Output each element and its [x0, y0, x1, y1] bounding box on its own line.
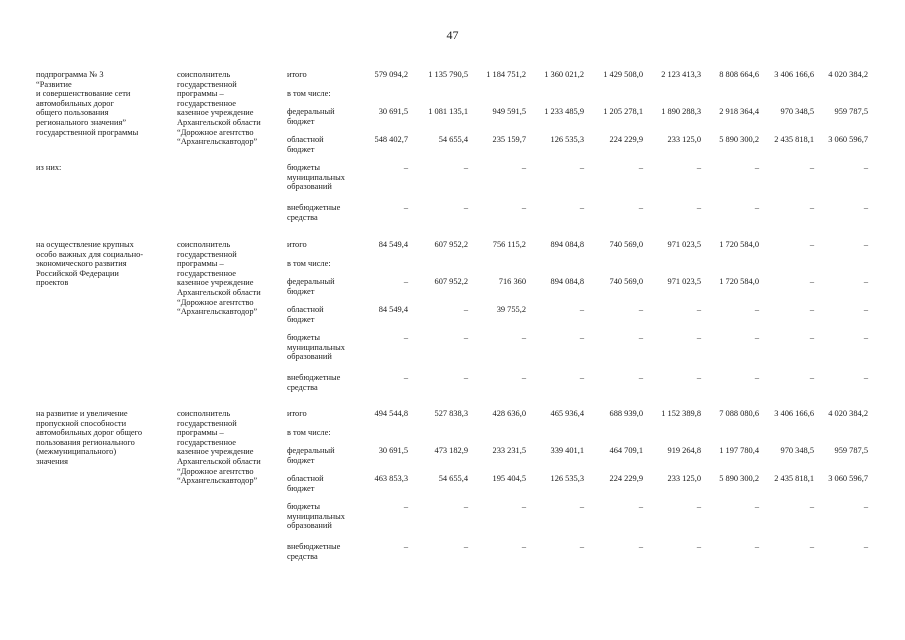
amount-cell: – [638, 373, 643, 382]
funding-source-label: внебюджетные средства [287, 203, 341, 222]
funding-source-label: областной бюджет [287, 305, 324, 324]
amount-cell: 7 088 080,6 [719, 409, 759, 418]
program-title: на развитие и увеличение пропускной способности автомобильных дорог общего пользования регионального (межмуниципального) значения [36, 409, 143, 466]
amount-cell: 716 360 [498, 277, 526, 286]
amount-cell: 195 404,5 [492, 474, 526, 483]
amount-cell: 233 125,0 [667, 474, 701, 483]
amount-cell: 30 691,5 [378, 446, 408, 455]
amount-cell: 39 755,2 [496, 305, 526, 314]
amount-cell: – [463, 333, 468, 342]
amount-cell: – [463, 502, 468, 511]
amount-cell: 1 890 288,3 [661, 107, 701, 116]
funding-source-label: бюджеты муниципальных образований [287, 333, 345, 362]
amount-cell: – [809, 333, 814, 342]
amount-cell: – [696, 502, 701, 511]
amount-cell: – [521, 373, 526, 382]
amount-cell: 3 060 596,7 [828, 474, 868, 483]
amount-cell: – [463, 373, 468, 382]
funding-source-label: внебюджетные средства [287, 373, 341, 392]
program-title: подпрограмма № 3 “Развитие и совершенствование сети автомобильных дорог общего пользования регионального значения” государственной программы [36, 70, 139, 137]
funding-source-label: внебюджетные средства [287, 542, 341, 561]
amount-cell: 4 020 384,2 [828, 70, 868, 79]
amount-cell: 2 435 818,1 [774, 135, 814, 144]
amount-cell: 1 205 278,1 [603, 107, 643, 116]
amount-cell: 2 918 364,4 [719, 107, 759, 116]
amount-cell: – [638, 502, 643, 511]
amount-cell: – [638, 333, 643, 342]
amount-cell: – [579, 203, 584, 212]
amount-cell: 233 231,5 [492, 446, 526, 455]
amount-cell: 1 135 790,5 [428, 70, 468, 79]
amount-cell: – [638, 305, 643, 314]
amount-cell: – [696, 305, 701, 314]
program-title: на осуществление крупных особо важных для социально- экономического развития Российской Федерации проектов [36, 240, 144, 288]
amount-cell: 607 952,2 [434, 277, 468, 286]
amount-cell: – [863, 373, 868, 382]
amount-cell: 607 952,2 [434, 240, 468, 249]
amount-cell: – [696, 163, 701, 172]
amount-cell: – [863, 277, 868, 286]
amount-cell: – [754, 373, 759, 382]
funding-source-label: итого [287, 240, 307, 249]
amount-cell: – [809, 163, 814, 172]
amount-cell: – [809, 203, 814, 212]
amount-cell: 970 348,5 [780, 446, 814, 455]
amount-cell: – [579, 163, 584, 172]
amount-cell: 84 549,4 [378, 305, 408, 314]
amount-cell: – [809, 240, 814, 249]
amount-cell: 494 544,8 [374, 409, 408, 418]
amount-cell: – [403, 502, 408, 511]
amount-cell: – [521, 502, 526, 511]
amount-cell: – [638, 163, 643, 172]
amount-cell: – [579, 305, 584, 314]
amount-cell: 3 406 166,6 [774, 409, 814, 418]
amount-cell: – [403, 333, 408, 342]
amount-cell: 54 655,4 [438, 474, 468, 483]
amount-cell: 30 691,5 [378, 107, 408, 116]
amount-cell: 740 569,0 [609, 277, 643, 286]
amount-cell: 971 023,5 [667, 277, 701, 286]
funding-source-label: в том числе: [287, 259, 331, 268]
amount-cell: 894 084,8 [550, 240, 584, 249]
amount-cell: 463 853,3 [374, 474, 408, 483]
amount-cell: – [463, 163, 468, 172]
amount-cell: – [696, 203, 701, 212]
amount-cell: – [403, 542, 408, 551]
amount-cell: – [638, 203, 643, 212]
amount-cell: – [809, 305, 814, 314]
amount-cell: 1 184 751,2 [486, 70, 526, 79]
amount-cell: – [863, 305, 868, 314]
amount-cell: – [403, 373, 408, 382]
amount-cell: – [863, 502, 868, 511]
program-cell [36, 70, 176, 172]
amount-cell: – [521, 333, 526, 342]
amount-cell: – [579, 333, 584, 342]
funding-source-label: итого [287, 409, 307, 418]
amount-cell: – [463, 203, 468, 212]
amount-cell: 959 787,5 [834, 446, 868, 455]
amount-cell: 579 094,2 [374, 70, 408, 79]
amount-cell: 1 081 135,1 [428, 107, 468, 116]
amount-cell: 959 787,5 [834, 107, 868, 116]
funding-source-label: бюджеты муниципальных образований [287, 502, 345, 531]
funding-source-label: в том числе: [287, 428, 331, 437]
amount-cell: 126 535,3 [550, 474, 584, 483]
amount-cell: – [754, 333, 759, 342]
amount-cell: – [863, 240, 868, 249]
amount-cell: 1 197 780,4 [719, 446, 759, 455]
amount-cell: – [754, 502, 759, 511]
amount-cell: – [521, 542, 526, 551]
amount-cell: – [754, 542, 759, 551]
amount-cell: – [579, 502, 584, 511]
amount-cell: – [809, 542, 814, 551]
amount-cell: 740 569,0 [609, 240, 643, 249]
amount-cell: 84 549,4 [378, 240, 408, 249]
sub-note: из них: [36, 163, 62, 172]
page-number: 47 [446, 28, 459, 42]
amount-cell: 1 152 389,8 [661, 409, 701, 418]
amount-cell: 464 709,1 [609, 446, 643, 455]
funding-source-label: федеральный бюджет [287, 107, 335, 126]
amount-cell: – [754, 203, 759, 212]
amount-cell: – [863, 333, 868, 342]
funding-source-label: областной бюджет [287, 135, 324, 154]
amount-cell: – [696, 542, 701, 551]
amount-cell: – [403, 163, 408, 172]
executor-cell: соисполнитель государственной программы – государственное казенное учреждение Архангельской области “Дорожное агентство “Архангельскавтодор” [177, 409, 261, 486]
amount-cell: – [579, 373, 584, 382]
amount-cell: 235 159,7 [492, 135, 526, 144]
amount-cell: 5 890 300,2 [719, 474, 759, 483]
amount-cell: 971 023,5 [667, 240, 701, 249]
executor-cell: соисполнитель государственной программы – государственное казенное учреждение Архангельской области “Дорожное агентство “Архангельскавтодор” [177, 240, 261, 317]
amount-cell: 126 535,3 [550, 135, 584, 144]
funding-source-label: федеральный бюджет [287, 446, 335, 465]
amount-cell: 756 115,2 [492, 240, 526, 249]
amount-cell: 3 060 596,7 [828, 135, 868, 144]
amount-cell: 5 890 300,2 [719, 135, 759, 144]
amount-cell: – [863, 542, 868, 551]
amount-cell: – [403, 277, 408, 286]
amount-cell: – [521, 203, 526, 212]
amount-cell: 2 123 413,3 [661, 70, 701, 79]
amount-cell: 233 125,0 [667, 135, 701, 144]
amount-cell: 949 591,5 [492, 107, 526, 116]
amount-cell: – [638, 542, 643, 551]
amount-cell: 2 435 818,1 [774, 474, 814, 483]
funding-source-label: федеральный бюджет [287, 277, 335, 296]
amount-cell: – [754, 305, 759, 314]
amount-cell: 1 720 584,0 [719, 240, 759, 249]
amount-cell: – [463, 542, 468, 551]
funding-source-label: областной бюджет [287, 474, 324, 493]
amount-cell: 473 182,9 [434, 446, 468, 455]
amount-cell: 970 348,5 [780, 107, 814, 116]
program-cell [36, 240, 176, 288]
amount-cell: – [809, 373, 814, 382]
amount-cell: 548 402,7 [374, 135, 408, 144]
amount-cell: 1 233 485,9 [544, 107, 584, 116]
amount-cell: – [809, 277, 814, 286]
amount-cell: 224 229,9 [609, 474, 643, 483]
amount-cell: 527 838,3 [434, 409, 468, 418]
amount-cell: 54 655,4 [438, 135, 468, 144]
amount-cell: – [696, 373, 701, 382]
amount-cell: – [754, 163, 759, 172]
amount-cell: 339 401,1 [550, 446, 584, 455]
amount-cell: – [579, 542, 584, 551]
amount-cell: 894 084,8 [550, 277, 584, 286]
amount-cell: 4 020 384,2 [828, 409, 868, 418]
amount-cell: 1 720 584,0 [719, 277, 759, 286]
amount-cell: 224 229,9 [609, 135, 643, 144]
amount-cell: – [521, 163, 526, 172]
amount-cell: 1 360 021,2 [544, 70, 584, 79]
amount-cell: – [463, 305, 468, 314]
amount-cell: – [809, 502, 814, 511]
amount-cell: 8 808 664,6 [719, 70, 759, 79]
amount-cell: 428 636,0 [492, 409, 526, 418]
amount-cell: 688 939,0 [609, 409, 643, 418]
program-cell [36, 409, 176, 467]
executor-cell: соисполнитель государственной программы – государственное казенное учреждение Архангельской области “Дорожное агентство “Архангельскавтодор” [177, 70, 261, 147]
amount-cell: – [696, 333, 701, 342]
amount-cell: – [863, 163, 868, 172]
amount-cell: – [863, 203, 868, 212]
funding-source-label: бюджеты муниципальных образований [287, 163, 345, 192]
amount-cell: 3 406 166,6 [774, 70, 814, 79]
amount-cell: 465 936,4 [550, 409, 584, 418]
funding-source-label: в том числе: [287, 89, 331, 98]
amount-cell: – [403, 203, 408, 212]
amount-cell: 1 429 508,0 [603, 70, 643, 79]
funding-source-label: итого [287, 70, 307, 79]
amount-cell: 919 264,8 [667, 446, 701, 455]
